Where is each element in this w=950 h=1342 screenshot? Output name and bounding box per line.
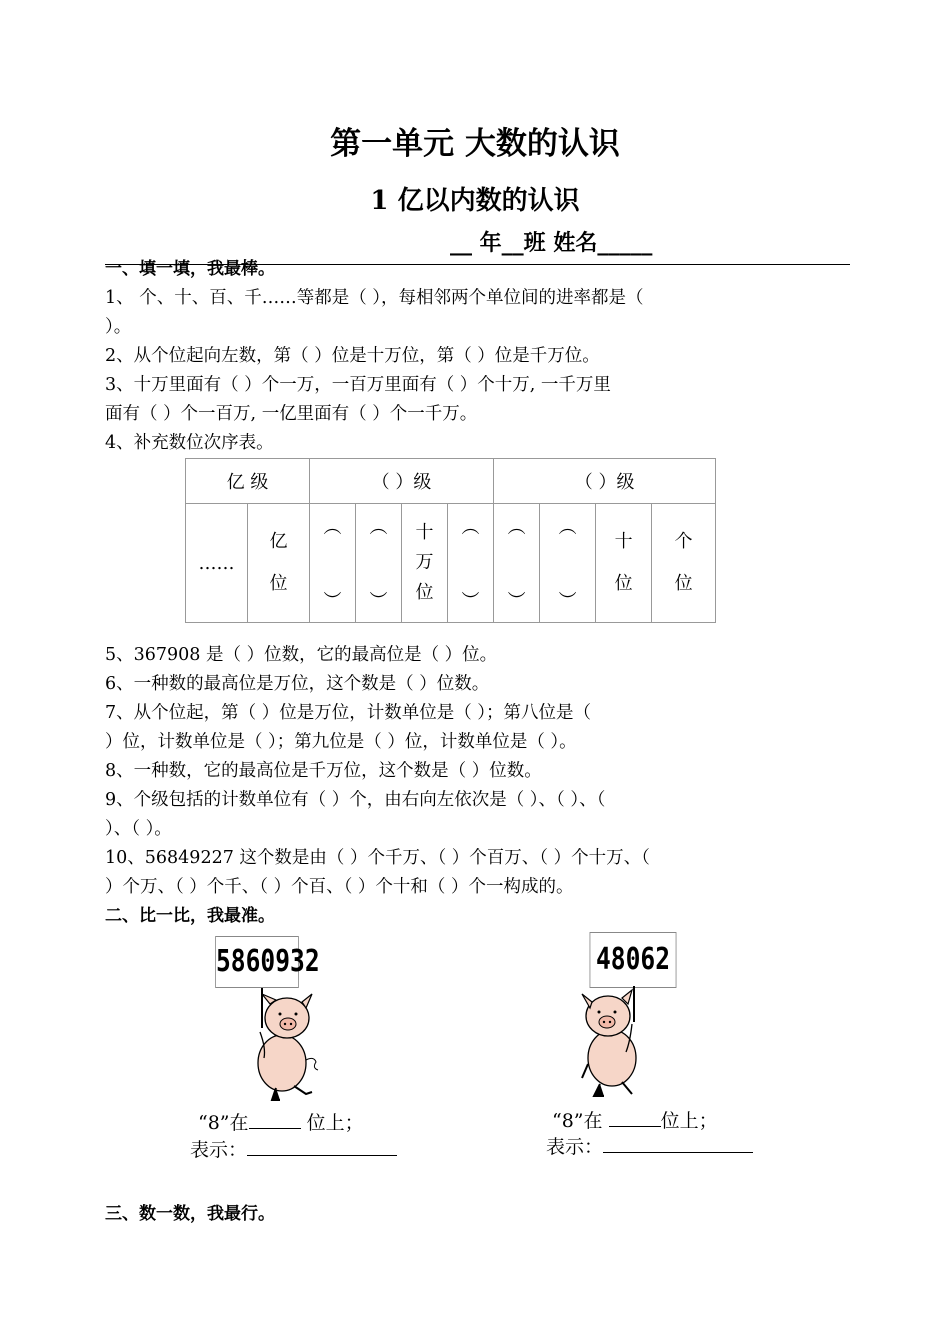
section2-heading: 二、比一比，我最准。 [105, 906, 275, 926]
question-1a: 1、 个、十、百、千……等都是（ ），每相邻两个单位间的进率都是（ [105, 288, 644, 308]
paren-bottom: ︶ [461, 591, 480, 612]
paren-top: ︵ [323, 517, 342, 538]
meaning-label: 表示： [546, 1136, 604, 1158]
caption-meaning-left [190, 1135, 397, 1162]
question-2: 2、从个位起向左数，第（ ）位是十万位，第（ ）位是千万位。 [105, 346, 600, 366]
label-shiwan-wei: 十万位 [415, 522, 434, 603]
question-9a: 9、个级包括的计数单位有（ ）个，由右向左依次是（ ）、（ ）、（ [105, 790, 606, 810]
header-ge-level: （ ）级 [494, 459, 716, 504]
pig-illustration-left [240, 988, 330, 1104]
question-5: 5、367908 是（ ）位数，它的最高位是（ ）位。 [105, 645, 498, 665]
answer-blank-position-left[interactable] [249, 1128, 301, 1129]
cell-ge-wei [652, 504, 716, 623]
section1-heading: 一、填一填，我最棒。 [105, 259, 275, 279]
question-7b: ）位，计数单位是（ ）；第九位是（ ）位，计数单位是（ ）。 [105, 732, 577, 752]
cell-yi-wei [248, 504, 310, 623]
label-shi-wei: 十位 [614, 531, 633, 594]
header-wan-level: （ ）级 [310, 459, 494, 504]
cell-shi-wei [596, 504, 652, 623]
question-9b: ）、（ ）。 [105, 819, 172, 839]
unit-title: 第一单元 大数的认识 [330, 126, 620, 162]
question-4: 4、补充数位次序表。 [105, 433, 274, 453]
paren-top: ︵ [558, 517, 577, 538]
question-3a: 3、十万里面有（ ）个一万，一百万里面有（ ）个十万, 一千万里 [105, 375, 611, 395]
caption-prefix: “8”在 [552, 1110, 603, 1132]
cell-blank-2 [356, 504, 402, 623]
paren-bottom: ︶ [558, 591, 577, 612]
paren-bottom: ︶ [323, 591, 342, 612]
question-10a: 10、56849227 这个数是由（ ）个千万、（ ）个百万、（ ）个十万、（ [105, 848, 650, 868]
question-1b: ）。 [105, 317, 132, 337]
label-ge-wei: 个位 [674, 531, 693, 594]
question-7a: 7、从个位起，第（ ）位是万位，计数单位是（ ）；第八位是（ [105, 703, 592, 723]
paren-top: ︵ [507, 517, 526, 538]
cell-ellipsis: …… [186, 504, 248, 623]
paren-top: ︵ [369, 517, 388, 538]
header-yi-level: 亿 级 [186, 459, 310, 504]
paren-bottom: ︶ [369, 591, 388, 612]
question-6: 6、一种数的最高位是万位，这个数是（ ）位数。 [105, 674, 490, 694]
class-name-line: __ 年__班 姓名_____ [450, 230, 653, 256]
cell-blank-5 [540, 504, 596, 623]
cell-blank-3 [448, 504, 494, 623]
caption-suffix: 位上； [660, 1110, 718, 1132]
lesson-title: 1 亿以内数的认识 [370, 186, 580, 216]
question-3b: 面有（ ）个一百万, 一亿里面有（ ）个一千万。 [105, 404, 478, 424]
number-sign-right: 48062 [590, 932, 677, 988]
paren-top: ︵ [461, 517, 480, 538]
cell-blank-1 [310, 504, 356, 623]
caption-position-right [552, 1106, 718, 1133]
place-value-table [185, 458, 716, 623]
number-sign-left: 5860932 [215, 936, 299, 988]
question-10b: ）个万、（ ）个千、（ ）个百、（ ）个十和（ ）个一构成的。 [105, 877, 574, 897]
cell-blank-4 [494, 504, 540, 623]
label-yi-wei: 亿位 [269, 531, 288, 594]
question-8: 8、一种数，它的最高位是千万位，这个数是（ ）位数。 [105, 761, 542, 781]
meaning-label: 表示： [190, 1139, 248, 1161]
section3-heading: 三、数一数，我最行。 [105, 1204, 275, 1224]
answer-blank-position-right[interactable] [609, 1126, 661, 1127]
pig-illustration-right [578, 986, 668, 1102]
caption-meaning-right [546, 1132, 753, 1159]
caption-suffix: 位上； [306, 1112, 364, 1134]
paren-bottom: ︶ [507, 591, 526, 612]
caption-prefix: “8”在 [198, 1112, 249, 1134]
answer-blank-meaning-left[interactable] [247, 1155, 397, 1156]
answer-blank-meaning-right[interactable] [603, 1152, 753, 1153]
caption-position-left [198, 1108, 364, 1135]
cell-shiwan-wei [402, 504, 448, 623]
